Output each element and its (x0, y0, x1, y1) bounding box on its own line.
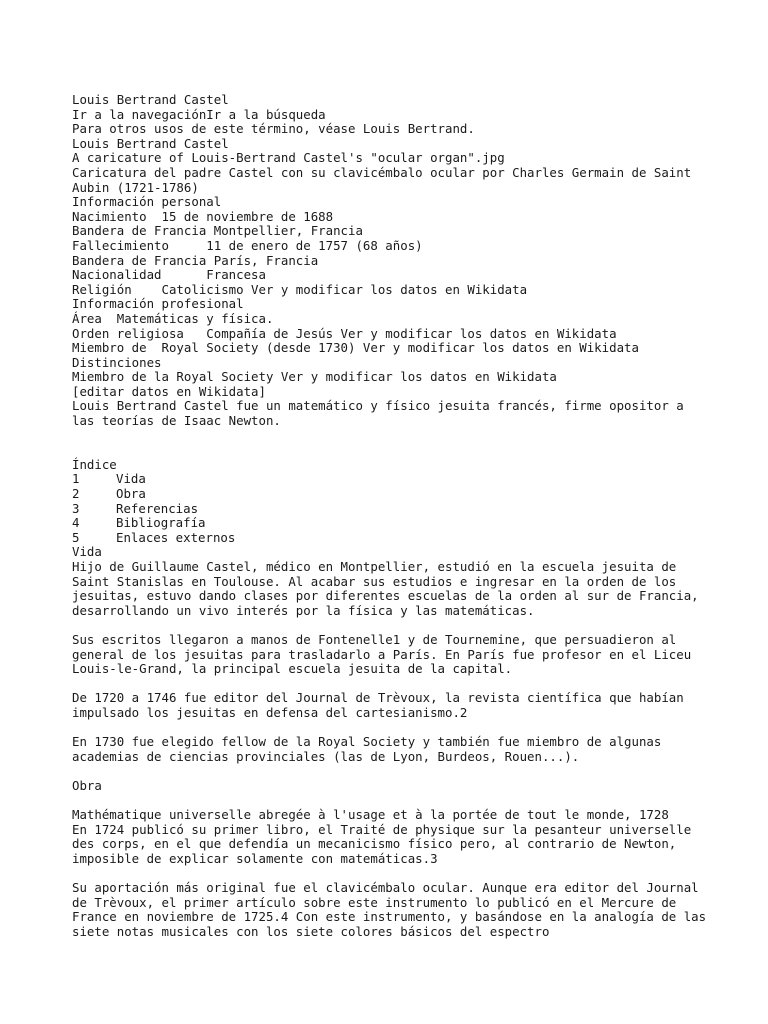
paragraph: En 1730 fue elegido fellow de la Royal Society y también fue miembro de algunas academias de ciencias provinciales (las de Lyon, Burdeos, Rouen...). (72, 734, 669, 764)
paragraph: Su aportación más original fue el clavicémbalo ocular. Aunque era editor del Journal de Trèvoux, el primer artículo sobre este instrumento lo publicó en el Mercure de France en noviembre de 1725.4 Con este instrumento, y basándose en la analogía de las siete notas musicales con los siete colores básicos del espectro (72, 880, 714, 939)
section-heading-obra: Obra (72, 777, 102, 793)
image-caption: Caricatura del padre Castel con su clavicémbalo ocular por Charles Germain de Saint Aubin (1721-1786) (72, 164, 699, 195)
infobox-row: Orden religiosa Compañía de Jesús Ver y modificar los datos en Wikidata (72, 325, 617, 341)
infobox-row: Bandera de Francia París, Francia (72, 252, 319, 268)
page-title: Louis Bertrand Castel (72, 92, 229, 107)
edit-wikidata-link[interactable]: [editar datos en Wikidata] (72, 383, 266, 399)
navigation-links[interactable]: Ir a la navegaciónIr a la búsqueda (72, 106, 326, 122)
paragraph: Hijo de Guillaume Castel, médico en Montpellier, estudió en la escuela jesuita de Saint Stanislas en Toulouse. Al acabar sus estudios e ingresar en la orden de los jesuitas, estuvo dando clases por diferentes escuelas de la orden al sur de Francia, desarrollando un vivo interés por la física y las matemáticas. (72, 559, 707, 618)
section-heading-vida: Vida (72, 544, 102, 560)
infobox-row: Religión Catolicismo Ver y modificar los datos en Wikidata (72, 281, 528, 297)
toc-heading: Índice (72, 456, 117, 472)
intro-paragraph: Louis Bertrand Castel fue un matemático y físico jesuita francés, firme opositor a las teorías de Isaac Newton. (72, 398, 692, 429)
toc-item-referencias[interactable]: 3 Referencias (72, 500, 199, 516)
disambiguation-note: Para otros usos de este término, véase Louis Bertrand. (72, 121, 475, 137)
infobox-row: Distinciones (72, 354, 162, 370)
infobox-row: Miembro de la Royal Society Ver y modificar los datos en Wikidata (72, 369, 557, 385)
document-page (72, 93, 712, 939)
infobox-title: Louis Bertrand Castel (72, 135, 229, 151)
toc-item-bibliografia[interactable]: 4 Bibliografía (72, 515, 206, 531)
paragraph: De 1720 a 1746 fue editor del Journal de Trèvoux, la revista científica que habían impulsado los jesuitas en defensa del cartesianismo.2 (72, 690, 692, 720)
infobox-row: Área Matemáticas y física. (72, 310, 274, 326)
image-alt-text[interactable]: A caricature of Louis-Bertrand Castel's "ocular organ".jpg (72, 150, 505, 166)
paragraph: Sus escritos llegaron a manos de Fontenelle1 y de Tournemine, que persuadieron al general de los jesuitas para trasladarlo a París. En París fue profesor en el Liceu Louis-le-Grand, la principal escuela jesuita de la capital. (72, 631, 699, 677)
infobox-row: Bandera de Francia Montpellier, Francia (72, 223, 363, 239)
toc-item-enlaces-externos[interactable]: 5 Enlaces externos (72, 529, 236, 545)
image-caption: Mathématique universelle abregée à l'usage et à la portée de tout le monde, 1728 (72, 807, 669, 823)
toc-item-obra[interactable]: 2 Obra (72, 486, 146, 502)
infobox-row: Miembro de Royal Society (desde 1730) Ver y modificar los datos en Wikidata (72, 340, 639, 356)
toc-list (72, 472, 712, 545)
infobox-row: Nacimiento 15 de noviembre de 1688 (72, 208, 334, 224)
infobox-row: Nacionalidad Francesa (72, 267, 266, 283)
paragraph: En 1724 publicó su primer libro, el Traité de physique sur la pesanteur universelle des corps, en el que defendía un mecanicismo físico pero, al contrario de Newton, imposible de explicar solamente con matemáticas.3 (72, 821, 699, 866)
infobox-row: Fallecimiento 11 de enero de 1757 (68 años) (72, 237, 423, 253)
toc-item-vida[interactable]: 1 Vida (72, 471, 146, 487)
infobox-personal-heading: Información personal (72, 194, 222, 210)
infobox-professional-heading: Información profesional (72, 296, 244, 312)
